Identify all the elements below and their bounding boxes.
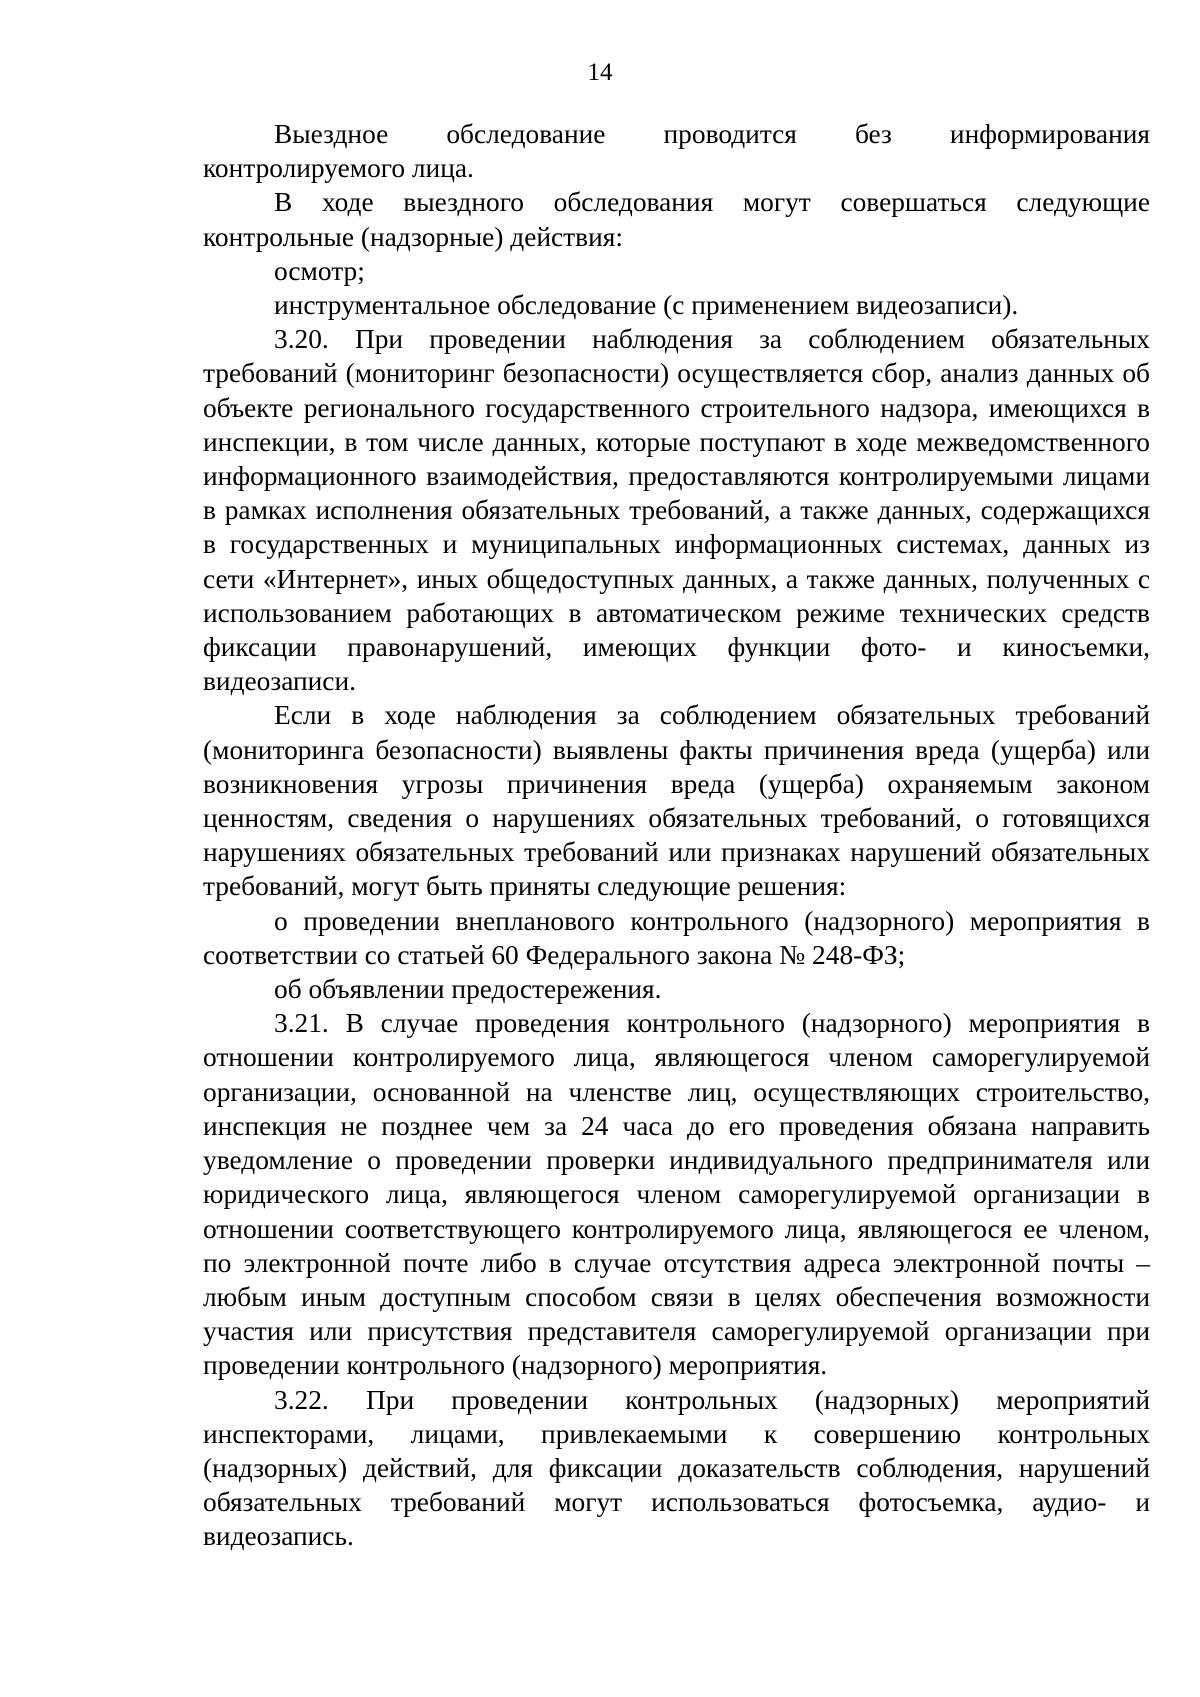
paragraph-3-21: 3.21. В случае проведения контрольного (надзорного) мероприятия в отношении контролируемого лица, являющегося членом саморегулируемой организации, основанной на членстве лиц, осуществляющих строительство, инспекция не позднее чем за 24 часа до его проведения обязана направить уведомление о проведении проверки индивидуального предпринимателя или юридического лица, являющегося членом саморегулируемой организации в отношении соответствующего контролируемого лица, являющегося ее членом, по электронной почте либо в случае отсутствия адреса электронной почты – любым иным доступным способом связи в целях обеспечения возможности участия или присутствия представителя саморегулируемой организации при проведении контрольного (надзорного) мероприятия. — [203, 1008, 1150, 1381]
paragraph-3-20: 3.20. При проведении наблюдения за соблюдением обязательных требований (мониторинг безопасности) осуществляется сбор, анализ данных об объекте регионального государственного строительного надзора, имеющихся в инспекции, в том числе данных, которые поступают в ходе межведомственного информационного взаимодействия, предоставляются контролируемыми лицами в рамках исполнения обязательных требований, а также данных, содержащихся в государственных и муниципальных информационных системах, данных из сети «Интернет», иных общедоступных данных, а также данных, полученных с использованием работающих в автоматическом режиме технических средств фиксации правонарушений, имеющих функции фото- и киносъемки, видеозаписи. — [203, 324, 1150, 697]
paragraph-decision-unscheduled: о проведении внепланового контрольного (надзорного) мероприятия в соответствии со статьей 60 Федерального закона № 248-ФЗ; — [203, 905, 1150, 970]
page-number: 14 — [587, 59, 613, 86]
paragraph-action-inspection: осмотр; — [274, 255, 365, 286]
paragraph-3-22: 3.22. При проведении контрольных (надзорных) мероприятий инспекторами, лицами, привлекаемыми к совершению контрольных (надзорных) действий, для фиксации доказательств соблюдения, нарушений обязательных требований могут использоваться фотосъемка, аудио- и видеозапись. — [203, 1384, 1150, 1552]
paragraph-monitoring-results: Если в ходе наблюдения за соблюдением обязательных требований (мониторинга безопасности) выявлены факты причинения вреда (ущерба) или возникновения угрозы причинения вреда (ущерба) охраняемым законом ценностям, сведения о нарушениях обязательных требований, о готовящихся нарушениях обязательных требований или признаках нарушений обязательных требований, могут быть приняты следующие решения: — [203, 700, 1150, 902]
paragraph-field-inspection-actions: В ходе выездного обследования могут совершаться следующие контрольные (надзорные) действия: — [203, 187, 1150, 252]
paragraph-action-instrumental: инструментальное обследование (с применением видеозаписи). — [274, 290, 1019, 321]
document-body — [203, 117, 1150, 1554]
paragraph-decision-warning: об объявлении предостережения. — [274, 974, 662, 1005]
paragraph-field-inspection-no-notice: Выездное обследование проводится без информирования контролируемого лица. — [203, 119, 1150, 184]
